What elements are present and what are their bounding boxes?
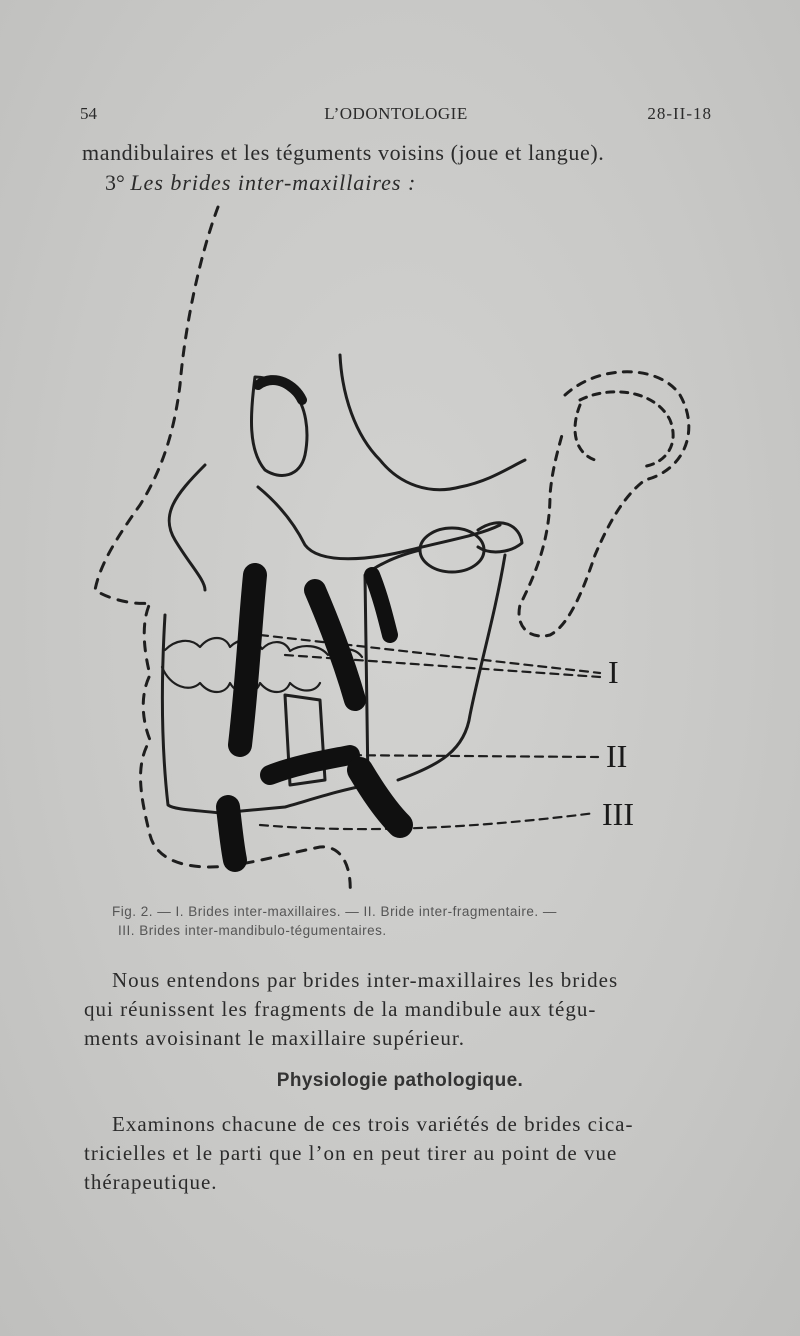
- scar-band-lower-right: [360, 770, 400, 825]
- running-title: L’ODONTOLOGIE: [324, 104, 468, 123]
- text-line: qui réunissent les fragments de la mandibule aux tégu-: [84, 997, 597, 1021]
- text-line: tricielles et le parti que l’on en peut tirer au point de vue: [84, 1141, 618, 1165]
- ear-inner-outline: [575, 392, 673, 467]
- text-line: Examinons chacune de ces trois variétés de brides cica-: [112, 1112, 634, 1136]
- orbit-shading: [258, 380, 302, 400]
- maxilla-line: [258, 487, 500, 559]
- scar-band-ramus: [372, 575, 390, 635]
- leader-line-one: [260, 635, 600, 677]
- label-two: II: [606, 738, 628, 774]
- label-one: I: [608, 654, 619, 690]
- subheading: Physiologie pathologique.: [276, 1070, 524, 1091]
- text-line: thérapeutique.: [84, 1170, 218, 1194]
- figure-caption: [112, 902, 712, 940]
- text-line: ments avoisinant le maxillaire supérieur.: [84, 1026, 465, 1050]
- leader-line-three: [260, 813, 595, 829]
- scar-band-anterior: [240, 575, 255, 745]
- section-heading: [105, 170, 416, 196]
- section-title: Les brides inter-maxillaires :: [130, 170, 417, 195]
- ramus-outline: [398, 555, 505, 780]
- condyle: [420, 528, 484, 572]
- paragraph-definition: [84, 966, 720, 1053]
- scar-band-interfragment: [270, 755, 350, 775]
- issue-date: 28-II-18: [647, 104, 712, 123]
- nasal-cavity-line: [169, 465, 205, 590]
- caption-line: III. Brides inter-mandibulo-tégumentaires.: [118, 923, 387, 938]
- label-three: III: [602, 796, 634, 832]
- paragraph-physiology: [84, 1110, 720, 1197]
- text-line: Nous entendons par brides inter-maxillaires les brides: [112, 968, 619, 992]
- leader-line-two: [325, 755, 598, 757]
- section-number: 3°: [105, 170, 125, 195]
- continued-text: mandibulaires et les téguments voisins (joue et langue).: [82, 140, 605, 165]
- caption-line: Fig. 2. — I. Brides inter-maxillaires. — II. Bride inter-fragmentaire. —: [112, 904, 557, 919]
- page-number: 54: [80, 104, 97, 123]
- anatomical-figure: [80, 195, 700, 900]
- zygomatic-line: [340, 355, 525, 490]
- scar-band-lower-left: [228, 807, 235, 860]
- running-header: [80, 104, 712, 130]
